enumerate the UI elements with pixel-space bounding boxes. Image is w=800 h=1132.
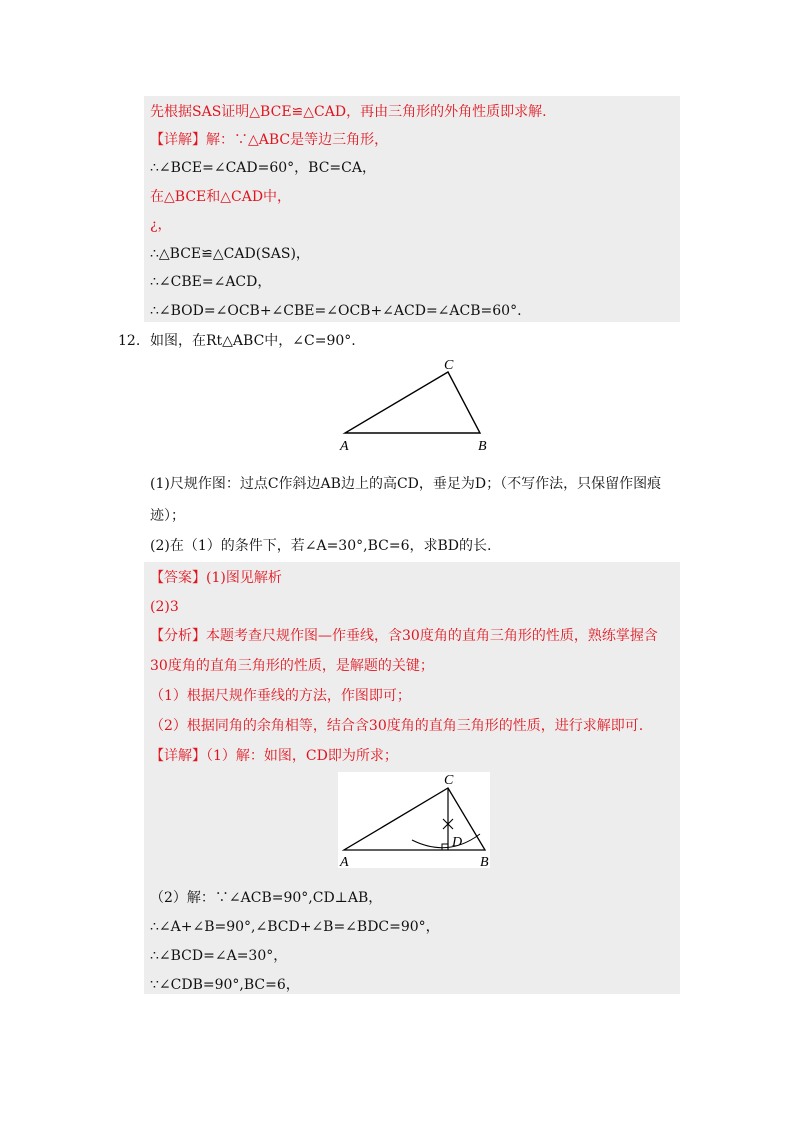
vertex-label-d: D: [452, 835, 463, 850]
solution-line-4: 在△BCE和△CAD中，: [150, 189, 292, 205]
triangle-abc: [345, 372, 480, 433]
vertex-label-b-construction: B: [480, 855, 489, 870]
detail-line-2: （2）解：∵∠ACB=90°,CD⊥AB，: [150, 890, 383, 906]
detail-line-5: ∵∠CDB=90°,BC=6，: [150, 977, 300, 993]
construction-figure: [330, 770, 500, 870]
solution-line-7: ∴∠CBE=∠ACD，: [150, 274, 272, 290]
solution-line-2: 【详解】解：∵△ABC是等边三角形，: [150, 132, 389, 148]
analysis-line-1: 【分析】本题考查尺规作图—作垂线，含30度角的直角三角形的性质，熟练掌握含: [150, 628, 658, 644]
analysis-line-2: 30度角的直角三角形的性质，是解题的关键；: [150, 658, 434, 674]
detail-line-3: ∴∠A+∠B=90°,∠BCD+∠B=∠BDC=90°，: [150, 919, 440, 935]
answer-line: 【答案】(1)图见解析: [150, 570, 282, 586]
vertex-label-c-construction: C: [444, 773, 454, 788]
triangle-figure: [330, 355, 500, 455]
analysis-line-4: （2）根据同角的余角相等，结合含30度角的直角三角形的性质，进行求解即可.: [150, 718, 644, 734]
solution-line-8: ∴∠BOD=∠OCB+∠CBE=∠OCB+∠ACD=∠ACB=60°.: [150, 303, 522, 319]
question-number: 12.: [118, 333, 141, 349]
answer-line-2: (2)3: [150, 599, 179, 615]
solution-line-1: 先根据SAS证明△BCE≌△CAD，再由三角形的外角性质即求解.: [150, 104, 547, 120]
vertex-label-c: C: [444, 358, 454, 373]
question-stem: 如图，在Rt△ABC中，∠C=90°.: [150, 333, 356, 349]
sub-question-1: (1)尺规作图：过点C作斜边AB边上的高CD，垂足为D；（不写作法，只保留作图痕: [150, 476, 662, 492]
sub-question-1-cont: 迹）；: [150, 508, 185, 524]
solution-line-6: ∴△BCE≌△CAD(SAS)，: [150, 246, 310, 262]
construction-arc: [412, 834, 480, 848]
detail-line-1: 【详解】（1）解：如图，CD即为所求；: [150, 748, 398, 764]
analysis-line-3: （1）根据尺规作垂线的方法，作图即可；: [150, 688, 411, 704]
solution-line-3: ∴∠BCE=∠CAD=60°，BC=CA，: [150, 160, 376, 176]
vertex-label-a-construction: A: [340, 855, 349, 870]
solution-line-5: ¿，: [150, 217, 172, 233]
vertex-label-a: A: [340, 439, 349, 454]
detail-line-4: ∴∠BCD=∠A=30°，: [150, 948, 288, 964]
vertex-label-b: B: [478, 439, 487, 454]
sub-question-2: (2)在（1）的条件下，若∠A=30°,BC=6，求BD的长.: [150, 538, 492, 554]
